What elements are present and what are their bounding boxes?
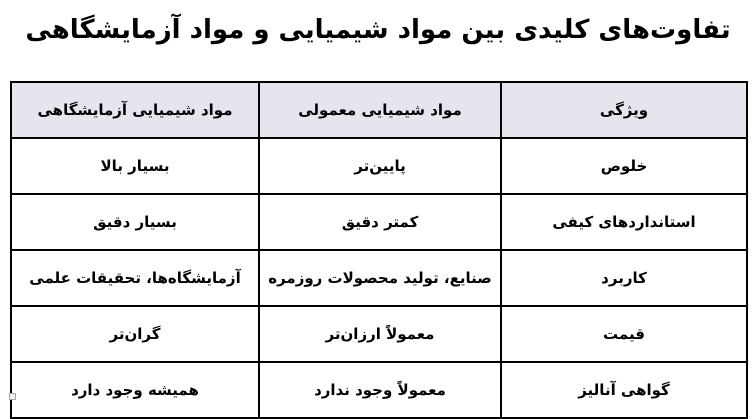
page-title: تفاوت‌های کلیدی بین مواد شیمیایی و مواد آزمایشگاهی (25, 15, 731, 45)
cell-standards-lab: بسیار دقیق (11, 194, 259, 250)
cell-purity-lab: بسیار بالا (11, 138, 259, 194)
cell-standards-ordinary: کمتر دقیق (259, 194, 501, 250)
table-resize-handle-icon[interactable] (9, 393, 16, 400)
cell-application-feature: کاربرد (501, 250, 747, 306)
cell-standards-feature: استانداردهای کیفی (501, 194, 747, 250)
cell-price-lab: گران‌تر (11, 306, 259, 362)
table-header-row (11, 82, 747, 138)
table-row (11, 250, 747, 306)
table-row (11, 138, 747, 194)
table-row (11, 194, 747, 250)
cell-certificate-feature: گواهی آنالیز (501, 362, 747, 418)
cell-application-lab: آزمایشگاه‌ها، تحقیقات علمی (11, 250, 259, 306)
cell-application-ordinary: صنایع، تولید محصولات روزمره (259, 250, 501, 306)
cell-certificate-ordinary: معمولاً وجود ندارد (259, 362, 501, 418)
table-row (11, 306, 747, 362)
column-header-ordinary-chemicals: مواد شیمیایی معمولی (259, 82, 501, 138)
comparison-table (10, 81, 748, 419)
column-header-feature: ویژگی (501, 82, 747, 138)
cell-price-feature: قیمت (501, 306, 747, 362)
cell-price-ordinary: معمولاً ارزان‌تر (259, 306, 501, 362)
table-row (11, 82, 747, 138)
cell-purity-feature: خلوص (501, 138, 747, 194)
table-row (11, 362, 747, 418)
column-header-lab-chemicals: مواد شیمیایی آزمایشگاهی (11, 82, 259, 138)
cell-certificate-lab: همیشه وجود دارد (11, 362, 259, 418)
cell-purity-ordinary: پایین‌تر (259, 138, 501, 194)
